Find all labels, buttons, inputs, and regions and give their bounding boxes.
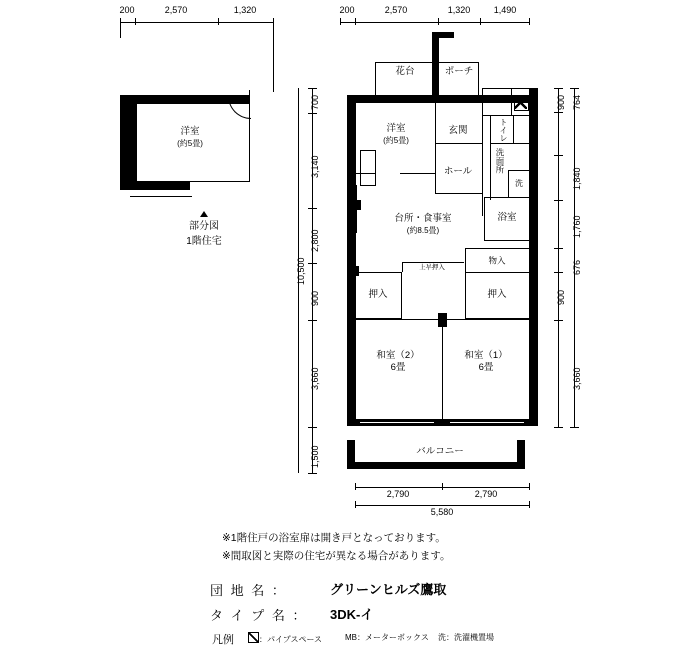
room-washitsu-2 bbox=[376, 350, 419, 374]
north-arrow-icon bbox=[200, 211, 208, 217]
washer-left bbox=[508, 170, 509, 197]
room-sublabel: (約5畳) bbox=[177, 139, 203, 148]
part-genkan-bottom bbox=[435, 143, 482, 144]
wall-bottom bbox=[120, 182, 190, 190]
room-bath bbox=[497, 212, 516, 224]
tick-h bbox=[308, 473, 317, 474]
type-name-label: タ イ プ 名 ： bbox=[210, 608, 308, 623]
wall-stub-tatami bbox=[438, 313, 447, 327]
kitchen-counter-top bbox=[360, 150, 376, 151]
main-dim-r-3660: 3,660 bbox=[572, 367, 582, 390]
part-yoshitsu-bottom-l bbox=[356, 173, 376, 174]
room-mb bbox=[490, 96, 502, 106]
room-label: 洋室 bbox=[386, 123, 406, 135]
wall-balcony-left bbox=[347, 440, 355, 469]
wall-left bbox=[120, 95, 136, 190]
room-sublabel: (約5畳) bbox=[383, 136, 409, 145]
room-toilet: トイレ bbox=[499, 118, 508, 142]
room-washitsu-1 bbox=[464, 350, 507, 374]
main-dim-1490: 1,490 bbox=[493, 5, 517, 15]
main-dim-900: 900 bbox=[310, 290, 320, 306]
room-label: 洋室 bbox=[180, 126, 200, 138]
hanadai-right bbox=[434, 62, 435, 96]
monoire-top bbox=[465, 248, 530, 249]
legend-pipe-row bbox=[248, 632, 322, 645]
part-yoshitsu-right bbox=[435, 103, 436, 173]
main-dim-700: 700 bbox=[310, 94, 320, 110]
main-dim-1320: 1,320 bbox=[447, 5, 471, 15]
wall-mb-right bbox=[529, 88, 538, 118]
tick bbox=[135, 18, 136, 25]
room-monoire bbox=[488, 256, 505, 267]
room-sublabel: 6畳 bbox=[478, 362, 494, 373]
room-hanadai bbox=[395, 66, 414, 78]
main-dim-total-left: 10,500 bbox=[296, 257, 306, 285]
tick bbox=[480, 18, 481, 25]
main-dim-3660: 3,660 bbox=[310, 367, 320, 390]
tick-h bbox=[308, 88, 317, 89]
legend-label: 凡例 bbox=[212, 634, 234, 646]
room-balcony bbox=[416, 446, 464, 458]
tick-h bbox=[554, 112, 563, 113]
ext-line bbox=[120, 22, 121, 38]
wall-stub-left bbox=[347, 200, 361, 210]
legend-wash-row: 洗：洗濯機置場 bbox=[438, 633, 494, 642]
room-hall bbox=[444, 166, 472, 178]
tick-h bbox=[554, 248, 563, 249]
main-dim-line-left bbox=[312, 88, 313, 473]
kitchen-counter-right bbox=[375, 150, 376, 185]
room-yoshitsu bbox=[383, 123, 409, 147]
wall-inner-left bbox=[136, 104, 137, 182]
porch-top bbox=[439, 62, 479, 63]
tick-h bbox=[570, 427, 579, 428]
pipe-space-icon bbox=[248, 632, 259, 643]
room-label: ホール bbox=[443, 166, 473, 178]
kitchen-counter-left bbox=[360, 150, 361, 185]
upper-closet-top bbox=[402, 262, 464, 263]
hanadai-left bbox=[375, 62, 376, 96]
tatami-div bbox=[442, 319, 443, 419]
main-dim-3140: 3,140 bbox=[310, 155, 320, 178]
floor-edge bbox=[130, 196, 192, 197]
room-senmenjo: 洗面所 bbox=[495, 148, 505, 174]
room-label: バルコニー bbox=[416, 446, 464, 458]
hanadai-top bbox=[375, 62, 435, 63]
main-dim-r-764: 764 bbox=[572, 94, 582, 110]
mb-top bbox=[482, 88, 530, 89]
room-label: 上부押入 bbox=[419, 263, 445, 271]
partial-dim-1320: 1,320 bbox=[233, 5, 257, 15]
room-label: 押入 bbox=[368, 289, 388, 301]
tick-h bbox=[554, 427, 563, 428]
room-label: 台所・食事室 bbox=[394, 213, 452, 225]
room-label: 洗 bbox=[515, 179, 523, 188]
tick bbox=[355, 483, 356, 490]
partial-caption-1: 部分図 bbox=[189, 221, 219, 232]
main-dim-b-2790b: 2,790 bbox=[474, 489, 498, 499]
main-dim-r-900b: 900 bbox=[556, 289, 566, 305]
room-label: 和室（2） bbox=[376, 350, 420, 362]
closet-l-top bbox=[356, 272, 402, 273]
room-porch bbox=[445, 66, 474, 78]
wall-inner-bottom bbox=[136, 181, 250, 182]
wall-stub-tatami-b bbox=[438, 419, 447, 426]
tick bbox=[218, 18, 219, 25]
main-dim-line-bottom-total bbox=[355, 505, 529, 506]
room-upper-closet bbox=[419, 264, 445, 272]
tick-h bbox=[554, 200, 563, 201]
porch-right bbox=[478, 62, 479, 96]
upper-closet-left bbox=[402, 262, 403, 272]
room-label: 和室（1） bbox=[464, 350, 508, 362]
room-oshiire-left bbox=[368, 289, 387, 301]
kitchen-counter-bottom bbox=[360, 185, 376, 186]
main-dim-2800: 2,800 bbox=[310, 229, 320, 252]
part-bath-bottom bbox=[484, 240, 530, 241]
room-label: 物入 bbox=[488, 255, 506, 266]
window-opening-l bbox=[360, 422, 434, 423]
main-dim-r-676: 676 bbox=[572, 259, 582, 275]
part-hall-bottom bbox=[435, 193, 482, 194]
room-label: 押入 bbox=[487, 289, 507, 301]
partial-dim-200: 200 bbox=[119, 5, 135, 15]
main-dim-line-right-inner bbox=[558, 88, 559, 427]
room-oshiire-right bbox=[487, 289, 506, 301]
partial-dim-line bbox=[120, 22, 273, 23]
tick bbox=[355, 501, 356, 508]
part-bath-left bbox=[484, 197, 485, 241]
mb-div bbox=[511, 88, 512, 116]
room-sublabel: (約8.5畳) bbox=[406, 226, 440, 235]
window-opening-r bbox=[450, 422, 524, 423]
legend-mb-row: MB：メーターボックス bbox=[345, 633, 429, 642]
tick bbox=[529, 483, 530, 490]
main-dim-1500: 1,500 bbox=[310, 445, 320, 468]
door-swing-arc bbox=[228, 96, 251, 119]
tick-h bbox=[308, 320, 317, 321]
main-dim-2570: 2,570 bbox=[384, 5, 408, 15]
wall-balcony-bottom bbox=[347, 462, 525, 469]
monoire-left bbox=[465, 248, 466, 273]
estate-name-value: グリーンヒルズ鷹取 bbox=[330, 582, 447, 597]
tick-h bbox=[308, 263, 317, 264]
tick bbox=[529, 18, 530, 25]
part-bath-top bbox=[484, 197, 530, 198]
tick-h bbox=[554, 272, 563, 273]
ext-line bbox=[273, 22, 274, 92]
room-kitchen-dining bbox=[394, 213, 451, 237]
room-label: MB bbox=[490, 96, 502, 105]
room-sublabel: 6畳 bbox=[390, 362, 406, 373]
note-2: ※間取図と実際の住宅が異なる場合があります。 bbox=[222, 550, 451, 562]
main-dim-r-1760: 1,760 bbox=[572, 215, 582, 238]
part-toilet-bottom bbox=[490, 143, 530, 144]
door-leaf bbox=[249, 90, 250, 104]
room-washer bbox=[515, 179, 523, 189]
wall-outer-top bbox=[347, 95, 538, 103]
main-dim-b-total: 5,580 bbox=[430, 507, 454, 517]
tick bbox=[340, 18, 341, 25]
note-1: ※1階住戸の浴室扉は開き戸となっております。 bbox=[222, 532, 446, 544]
room-genkan bbox=[448, 125, 467, 137]
main-dim-line-top bbox=[340, 22, 529, 23]
tick-h bbox=[570, 88, 579, 89]
part-wet-left2 bbox=[482, 116, 483, 216]
tick bbox=[442, 483, 443, 490]
pipe-space-hatch bbox=[514, 96, 527, 109]
main-dim-b-2790a: 2,790 bbox=[386, 489, 410, 499]
room-partial-yoshitsu bbox=[177, 126, 203, 150]
part-hall-right bbox=[435, 173, 436, 193]
tick-h bbox=[554, 155, 563, 156]
main-dim-r-900: 900 bbox=[556, 94, 566, 110]
part-yoshitsu-bottom bbox=[400, 173, 436, 174]
room-label: 浴室 bbox=[497, 212, 517, 224]
legend-pipe-text: ：パイプスペース bbox=[259, 635, 323, 644]
type-name-value: 3DK-イ bbox=[330, 607, 374, 622]
part-toilet-right bbox=[513, 116, 514, 143]
closet-l-right bbox=[401, 272, 402, 320]
partial-caption-2: 1階住宅 bbox=[186, 236, 222, 247]
tick-h bbox=[554, 88, 563, 89]
main-dim-r-1840: 1,840 bbox=[572, 167, 582, 190]
closet-r-left bbox=[465, 272, 466, 320]
partial-dim-2570: 2,570 bbox=[164, 5, 188, 15]
part-senmen-left bbox=[490, 116, 491, 200]
wall-stub-closet-l bbox=[347, 266, 359, 276]
tick bbox=[355, 18, 356, 25]
washer-top bbox=[508, 170, 530, 171]
room-label: 花台 bbox=[395, 66, 415, 78]
room-label: 玄関 bbox=[448, 125, 468, 137]
wall-balcony-right bbox=[517, 440, 525, 469]
tick-h bbox=[308, 208, 317, 209]
tick bbox=[529, 501, 530, 508]
tick-h bbox=[308, 427, 317, 428]
wall-outer-left bbox=[347, 95, 356, 425]
wall-outer-right bbox=[529, 88, 538, 425]
main-dim-200: 200 bbox=[339, 5, 355, 15]
tick-h bbox=[308, 113, 317, 114]
tick-h bbox=[554, 320, 563, 321]
estate-name-label: 団 地 名 ： bbox=[210, 583, 287, 598]
room-label: ポーチ bbox=[444, 66, 474, 78]
tick bbox=[438, 18, 439, 25]
wall-porch-top bbox=[432, 32, 454, 38]
closet-r-top bbox=[465, 272, 530, 273]
